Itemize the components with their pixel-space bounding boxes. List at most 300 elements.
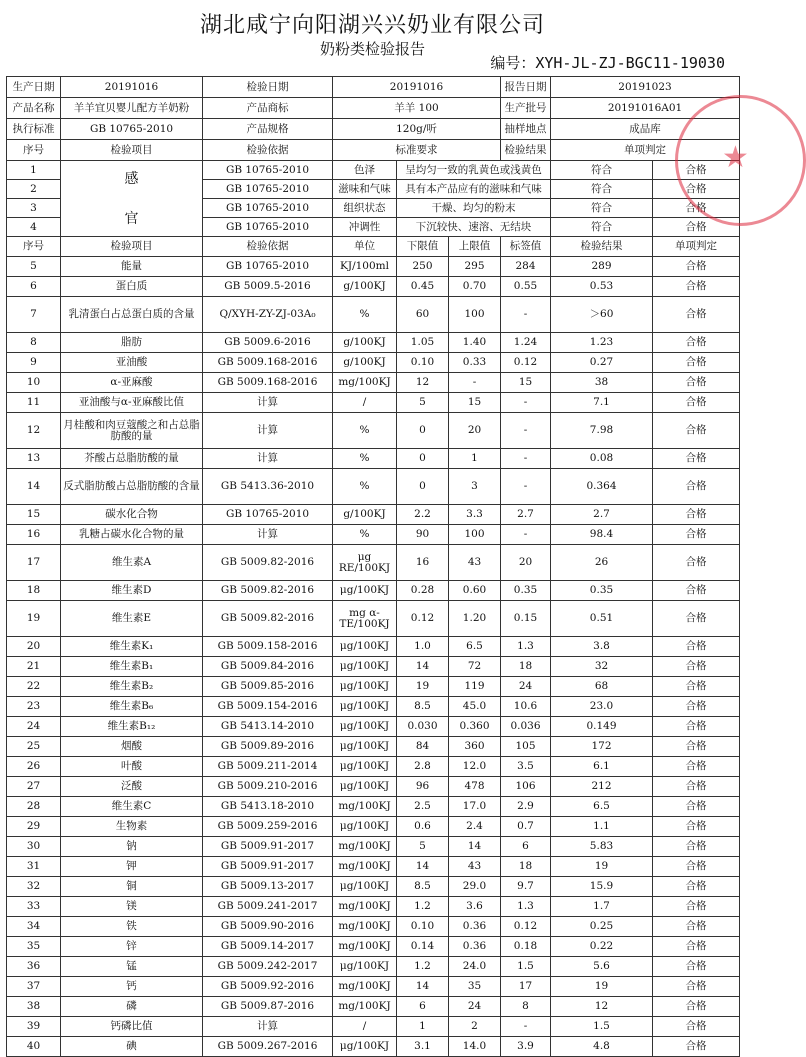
unit: μg/100KJ xyxy=(333,717,397,737)
test-item: 钠 xyxy=(61,837,203,857)
item-judgement: 合格 xyxy=(653,897,740,917)
label-value: 284 xyxy=(501,257,551,277)
test-basis: GB 5413.18-2010 xyxy=(203,797,333,817)
lower-limit: 19 xyxy=(397,677,449,697)
label-value: 18 xyxy=(501,857,551,877)
row-number: 10 xyxy=(7,373,61,393)
test-result: 289 xyxy=(551,257,653,277)
test-row xyxy=(7,897,740,917)
unit: g/100KJ xyxy=(333,505,397,525)
test-row xyxy=(7,333,740,353)
header-label: 执行标准 xyxy=(7,119,61,140)
test-item: 亚油酸 xyxy=(61,353,203,373)
test-row xyxy=(7,917,740,937)
test-result: 32 xyxy=(551,657,653,677)
test-result: 7.98 xyxy=(551,413,653,449)
upper-limit: 0.60 xyxy=(449,581,501,601)
unit: g/100KJ xyxy=(333,353,397,373)
lower-limit: 2.5 xyxy=(397,797,449,817)
test-row xyxy=(7,717,740,737)
header-row xyxy=(7,77,740,98)
item-judgement: 合格 xyxy=(653,717,740,737)
lower-limit: 6 xyxy=(397,997,449,1017)
header-value: 20191016 xyxy=(61,77,203,98)
test-basis: GB 5009.91-2017 xyxy=(203,837,333,857)
item-judgement: 合格 xyxy=(653,277,740,297)
test-row xyxy=(7,277,740,297)
test-basis: GB 10765-2010 xyxy=(203,218,333,237)
label-value: 6 xyxy=(501,837,551,857)
test-result: 符合 xyxy=(551,218,653,237)
lower-limit: 0.28 xyxy=(397,581,449,601)
label-value: 3.5 xyxy=(501,757,551,777)
test-item: 反式脂肪酸占总脂肪酸的含量 xyxy=(61,469,203,505)
test-result: 172 xyxy=(551,737,653,757)
row-number: 13 xyxy=(7,449,61,469)
test-result: 7.1 xyxy=(551,393,653,413)
item-judgement: 合格 xyxy=(653,837,740,857)
upper-limit: 0.360 xyxy=(449,717,501,737)
lower-limit: 3.1 xyxy=(397,1037,449,1057)
upper-limit: 3.3 xyxy=(449,505,501,525)
upper-limit: 45.0 xyxy=(449,697,501,717)
row-number: 33 xyxy=(7,897,61,917)
label-value: 1.24 xyxy=(501,333,551,353)
upper-limit: 3 xyxy=(449,469,501,505)
header-label: 单项判定 xyxy=(551,140,740,161)
test-item: 乳清蛋白占总蛋白质的含量 xyxy=(61,297,203,333)
unit: mg/100KJ xyxy=(333,837,397,857)
row-number: 34 xyxy=(7,917,61,937)
upper-limit: - xyxy=(449,373,501,393)
test-row xyxy=(7,469,740,505)
item-judgement: 合格 xyxy=(653,333,740,353)
test-item: 叶酸 xyxy=(61,757,203,777)
standard-requirement: 干燥、均匀的粉末 xyxy=(397,199,551,218)
row-number: 7 xyxy=(7,297,61,333)
test-basis: GB 5009.89-2016 xyxy=(203,737,333,757)
test-result: 6.5 xyxy=(551,797,653,817)
test-row xyxy=(7,757,740,777)
test-basis: GB 5009.242-2017 xyxy=(203,957,333,977)
test-result: 0.25 xyxy=(551,917,653,937)
lower-limit: 96 xyxy=(397,777,449,797)
test-item: 月桂酸和肉豆蔻酸之和占总脂肪酸的量 xyxy=(61,413,203,449)
seal-star-icon: ★ xyxy=(722,140,749,175)
test-item: 泛酸 xyxy=(61,777,203,797)
lower-limit: 1.05 xyxy=(397,333,449,353)
test-item: α-亚麻酸 xyxy=(61,373,203,393)
test-result: 5.6 xyxy=(551,957,653,977)
row-number: 21 xyxy=(7,657,61,677)
test-row xyxy=(7,413,740,449)
column-header: 序号 xyxy=(7,237,61,257)
column-header: 下限值 xyxy=(397,237,449,257)
row-number: 17 xyxy=(7,545,61,581)
test-result: 19 xyxy=(551,857,653,877)
test-basis: GB 5009.92-2016 xyxy=(203,977,333,997)
unit: mg/100KJ xyxy=(333,373,397,393)
test-result: 符合 xyxy=(551,161,653,180)
label-value: 9.7 xyxy=(501,877,551,897)
column-header: 检验结果 xyxy=(551,237,653,257)
row-number: 29 xyxy=(7,817,61,837)
label-value: 105 xyxy=(501,737,551,757)
row-number: 27 xyxy=(7,777,61,797)
test-row xyxy=(7,449,740,469)
unit: μg/100KJ xyxy=(333,877,397,897)
column-header: 单位 xyxy=(333,237,397,257)
lower-limit: 0 xyxy=(397,469,449,505)
lower-limit: 14 xyxy=(397,977,449,997)
test-result: 6.1 xyxy=(551,757,653,777)
lower-limit: 16 xyxy=(397,545,449,581)
row-number: 22 xyxy=(7,677,61,697)
header-label: 检验依据 xyxy=(203,140,333,161)
test-row xyxy=(7,657,740,677)
label-value: 18 xyxy=(501,657,551,677)
test-basis: GB 5009.267-2016 xyxy=(203,1037,333,1057)
row-number: 14 xyxy=(7,469,61,505)
row-number: 40 xyxy=(7,1037,61,1057)
lower-limit: 2.2 xyxy=(397,505,449,525)
lower-limit: 0.14 xyxy=(397,937,449,957)
unit: % xyxy=(333,413,397,449)
item-judgement: 合格 xyxy=(653,997,740,1017)
test-basis: GB 5009.82-2016 xyxy=(203,545,333,581)
test-item: 铁 xyxy=(61,917,203,937)
unit: μg/100KJ xyxy=(333,657,397,677)
test-row xyxy=(7,581,740,601)
lower-limit: 84 xyxy=(397,737,449,757)
column-header: 标签值 xyxy=(501,237,551,257)
column-header: 检验依据 xyxy=(203,237,333,257)
test-basis: GB 5009.13-2017 xyxy=(203,877,333,897)
lower-limit: 1 xyxy=(397,1017,449,1037)
unit: μg/100KJ xyxy=(333,737,397,757)
lower-limit: 0.10 xyxy=(397,917,449,937)
upper-limit: 100 xyxy=(449,525,501,545)
item-judgement: 合格 xyxy=(653,937,740,957)
standard-requirement: 呈均匀一致的乳黄色或浅黄色 xyxy=(397,161,551,180)
test-row xyxy=(7,857,740,877)
test-result: 38 xyxy=(551,373,653,393)
test-item: 锰 xyxy=(61,957,203,977)
unit: g/100KJ xyxy=(333,277,397,297)
test-item: 芥酸占总脂肪酸的量 xyxy=(61,449,203,469)
upper-limit: 0.36 xyxy=(449,937,501,957)
item-judgement: 合格 xyxy=(653,469,740,505)
unit: mg/100KJ xyxy=(333,897,397,917)
lower-limit: 1.2 xyxy=(397,957,449,977)
test-result: 1.7 xyxy=(551,897,653,917)
sensory-attribute: 滋味和气味 xyxy=(333,180,397,199)
upper-limit: 360 xyxy=(449,737,501,757)
upper-limit: 1.20 xyxy=(449,601,501,637)
lower-limit: 250 xyxy=(397,257,449,277)
unit: % xyxy=(333,525,397,545)
test-basis: GB 5009.82-2016 xyxy=(203,601,333,637)
row-number: 32 xyxy=(7,877,61,897)
test-item: 钙 xyxy=(61,977,203,997)
lower-limit: 60 xyxy=(397,297,449,333)
test-basis: GB 5009.154-2016 xyxy=(203,697,333,717)
label-value: - xyxy=(501,525,551,545)
test-item: 脂肪 xyxy=(61,333,203,353)
row-number: 2 xyxy=(7,180,61,199)
item-judgement: 合格 xyxy=(653,697,740,717)
sensory-attribute: 冲调性 xyxy=(333,218,397,237)
test-result: 26 xyxy=(551,545,653,581)
test-item: 钾 xyxy=(61,857,203,877)
test-row xyxy=(7,937,740,957)
item-judgement: 合格 xyxy=(653,393,740,413)
standard-requirement: 具有本产品应有的滋味和气味 xyxy=(397,180,551,199)
test-header-row xyxy=(7,237,740,257)
unit: mg/100KJ xyxy=(333,997,397,1017)
item-judgement: 合格 xyxy=(653,449,740,469)
test-basis: GB 5009.241-2017 xyxy=(203,897,333,917)
test-basis: GB 5413.36-2010 xyxy=(203,469,333,505)
unit: / xyxy=(333,393,397,413)
test-result: 0.35 xyxy=(551,581,653,601)
test-row xyxy=(7,1037,740,1057)
row-number: 31 xyxy=(7,857,61,877)
test-row xyxy=(7,525,740,545)
lower-limit: 5 xyxy=(397,393,449,413)
row-number: 9 xyxy=(7,353,61,373)
upper-limit: 2 xyxy=(449,1017,501,1037)
item-judgement: 合格 xyxy=(653,737,740,757)
test-result: 4.8 xyxy=(551,1037,653,1057)
test-basis: GB 5009.82-2016 xyxy=(203,581,333,601)
test-item: 维生素A xyxy=(61,545,203,581)
item-judgement: 合格 xyxy=(653,757,740,777)
upper-limit: 14.0 xyxy=(449,1037,501,1057)
column-header: 检验项目 xyxy=(61,237,203,257)
unit: μg/100KJ xyxy=(333,677,397,697)
upper-limit: 14 xyxy=(449,837,501,857)
row-number: 28 xyxy=(7,797,61,817)
test-row xyxy=(7,777,740,797)
upper-limit: 12.0 xyxy=(449,757,501,777)
row-number: 38 xyxy=(7,997,61,1017)
test-item: 生物素 xyxy=(61,817,203,837)
row-number: 15 xyxy=(7,505,61,525)
row-number: 12 xyxy=(7,413,61,449)
test-row xyxy=(7,697,740,717)
label-value: 106 xyxy=(501,777,551,797)
column-header: 单项判定 xyxy=(653,237,740,257)
item-judgement: 合格 xyxy=(653,218,740,237)
item-judgement: 合格 xyxy=(653,777,740,797)
upper-limit: 100 xyxy=(449,297,501,333)
lower-limit: 0 xyxy=(397,413,449,449)
upper-limit: 0.33 xyxy=(449,353,501,373)
header-value: 成品库 xyxy=(551,119,740,140)
company-name: 湖北咸宁向阳湖兴兴奶业有限公司 xyxy=(199,13,545,38)
test-result: 1.5 xyxy=(551,1017,653,1037)
item-judgement: 合格 xyxy=(653,797,740,817)
lower-limit: 0.12 xyxy=(397,601,449,637)
test-item: 碳水化合物 xyxy=(61,505,203,525)
test-item: 锌 xyxy=(61,937,203,957)
label-value: 8 xyxy=(501,997,551,1017)
test-result: 0.364 xyxy=(551,469,653,505)
label-value: 1.3 xyxy=(501,897,551,917)
column-header: 上限值 xyxy=(449,237,501,257)
test-item: 维生素B₁₂ xyxy=(61,717,203,737)
row-number: 1 xyxy=(7,161,61,180)
unit: mg/100KJ xyxy=(333,917,397,937)
lower-limit: 90 xyxy=(397,525,449,545)
item-judgement: 合格 xyxy=(653,877,740,897)
header-label: 序号 xyxy=(7,140,61,161)
lower-limit: 5 xyxy=(397,837,449,857)
upper-limit: 20 xyxy=(449,413,501,449)
test-result: 2.7 xyxy=(551,505,653,525)
label-value: 15 xyxy=(501,373,551,393)
test-basis: 计算 xyxy=(203,413,333,449)
test-row xyxy=(7,505,740,525)
row-number: 39 xyxy=(7,1017,61,1037)
test-row xyxy=(7,353,740,373)
header-value: 120g/听 xyxy=(333,119,501,140)
unit: % xyxy=(333,297,397,333)
unit: mg/100KJ xyxy=(333,857,397,877)
row-number: 30 xyxy=(7,837,61,857)
test-result: 0.22 xyxy=(551,937,653,957)
test-result: 0.27 xyxy=(551,353,653,373)
test-basis: GB 5009.5-2016 xyxy=(203,277,333,297)
test-item: 维生素B₁ xyxy=(61,657,203,677)
test-result: ＞60 xyxy=(551,297,653,333)
unit: μg/100KJ xyxy=(333,757,397,777)
row-number: 16 xyxy=(7,525,61,545)
test-row xyxy=(7,737,740,757)
upper-limit: 43 xyxy=(449,545,501,581)
row-number: 5 xyxy=(7,257,61,277)
item-judgement: 合格 xyxy=(653,677,740,697)
upper-limit: 3.6 xyxy=(449,897,501,917)
unit: % xyxy=(333,469,397,505)
header-label: 产品名称 xyxy=(7,98,61,119)
test-result: 3.8 xyxy=(551,637,653,657)
item-judgement: 合格 xyxy=(653,505,740,525)
upper-limit: 0.36 xyxy=(449,917,501,937)
header-label: 报告日期 xyxy=(501,77,551,98)
lower-limit: 1.2 xyxy=(397,897,449,917)
test-row xyxy=(7,877,740,897)
lower-limit: 0 xyxy=(397,449,449,469)
unit: / xyxy=(333,1017,397,1037)
header-label: 抽样地点 xyxy=(501,119,551,140)
header-label: 生产日期 xyxy=(7,77,61,98)
row-number: 36 xyxy=(7,957,61,977)
test-row xyxy=(7,637,740,657)
item-judgement: 合格 xyxy=(653,581,740,601)
test-basis: GB 5009.259-2016 xyxy=(203,817,333,837)
header-label: 检验项目 xyxy=(61,140,203,161)
test-basis: GB 5009.85-2016 xyxy=(203,677,333,697)
label-value: 2.7 xyxy=(501,505,551,525)
unit: μg/100KJ xyxy=(333,1037,397,1057)
sensory-item-label: 感 官 xyxy=(61,161,203,237)
label-value: 1.5 xyxy=(501,957,551,977)
label-value: 0.55 xyxy=(501,277,551,297)
upper-limit: 29.0 xyxy=(449,877,501,897)
label-value: - xyxy=(501,1017,551,1037)
test-item: 维生素K₁ xyxy=(61,637,203,657)
label-value: 2.9 xyxy=(501,797,551,817)
test-row xyxy=(7,797,740,817)
test-row xyxy=(7,393,740,413)
row-number: 23 xyxy=(7,697,61,717)
test-result: 23.0 xyxy=(551,697,653,717)
test-basis: GB 5009.210-2016 xyxy=(203,777,333,797)
test-row xyxy=(7,997,740,1017)
row-number: 24 xyxy=(7,717,61,737)
test-item: 维生素E xyxy=(61,601,203,637)
item-judgement: 合格 xyxy=(653,413,740,449)
item-judgement: 合格 xyxy=(653,353,740,373)
item-judgement: 合格 xyxy=(653,637,740,657)
test-row xyxy=(7,957,740,977)
test-basis: GB 10765-2010 xyxy=(203,257,333,277)
row-number: 19 xyxy=(7,601,61,637)
test-row xyxy=(7,1017,740,1037)
upper-limit: 295 xyxy=(449,257,501,277)
upper-limit: 15 xyxy=(449,393,501,413)
test-item: 维生素B₂ xyxy=(61,677,203,697)
test-row xyxy=(7,257,740,277)
test-item: 烟酸 xyxy=(61,737,203,757)
test-basis: GB 10765-2010 xyxy=(203,161,333,180)
test-item: 能量 xyxy=(61,257,203,277)
header-label: 标准要求 xyxy=(333,140,501,161)
row-number: 6 xyxy=(7,277,61,297)
unit: μg RE/100KJ xyxy=(333,545,397,581)
test-basis: 计算 xyxy=(203,449,333,469)
header-label: 生产批号 xyxy=(501,98,551,119)
test-result: 符合 xyxy=(551,180,653,199)
test-item: 磷 xyxy=(61,997,203,1017)
row-number: 8 xyxy=(7,333,61,353)
lower-limit: 0.030 xyxy=(397,717,449,737)
label-value: - xyxy=(501,393,551,413)
standard-requirement: 下沉较快、速溶、无结块 xyxy=(397,218,551,237)
row-number: 25 xyxy=(7,737,61,757)
item-judgement: 合格 xyxy=(653,977,740,997)
test-row xyxy=(7,601,740,637)
report-title: 奶粉类检验报告 xyxy=(319,40,425,58)
label-value: 0.35 xyxy=(501,581,551,601)
header-row xyxy=(7,119,740,140)
item-judgement: 合格 xyxy=(653,257,740,277)
item-judgement: 合格 xyxy=(653,180,740,199)
label-value: - xyxy=(501,297,551,333)
test-basis: GB 5009.211-2014 xyxy=(203,757,333,777)
test-basis: 计算 xyxy=(203,1017,333,1037)
lower-limit: 14 xyxy=(397,857,449,877)
row-number: 11 xyxy=(7,393,61,413)
header-value: 20191016 xyxy=(333,77,501,98)
unit: μg/100KJ xyxy=(333,581,397,601)
test-row xyxy=(7,373,740,393)
test-row xyxy=(7,545,740,581)
test-basis: GB 5009.84-2016 xyxy=(203,657,333,677)
lower-limit: 0.45 xyxy=(397,277,449,297)
